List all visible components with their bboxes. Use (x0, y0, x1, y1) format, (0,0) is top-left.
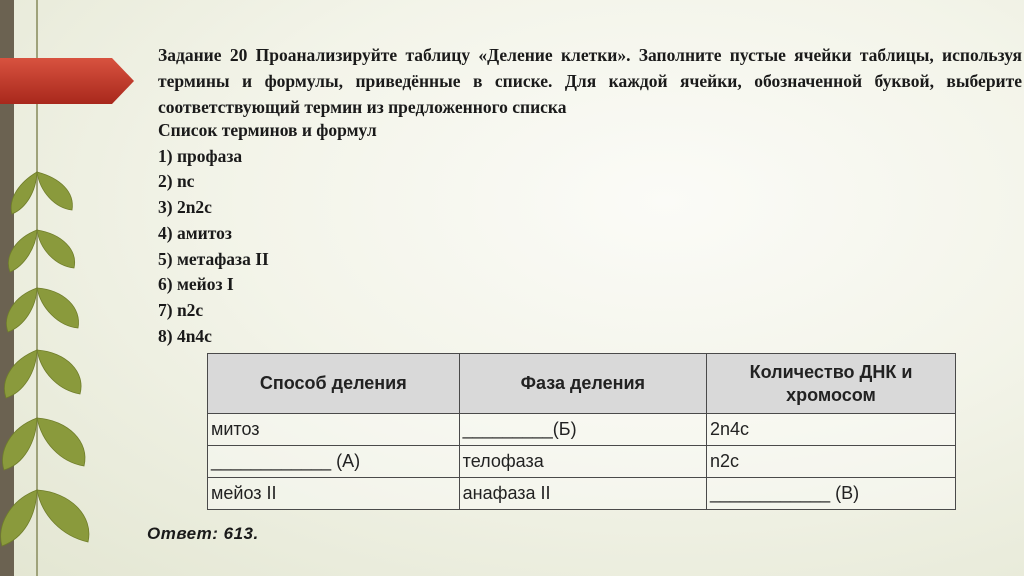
table-cell: n2c (707, 446, 956, 478)
term-item: 7) n2c (158, 299, 204, 320)
table-cell: _________(Б) (459, 414, 706, 446)
task-paragraph: Задание 20 Проанализируйте таблицу «Деление клетки». Заполните пустые ячейки таблицы, используя термины и формулы, приведённые в списке. Для каждой ячейки, обозначенной буквой, выберите соответствующий термин из предложенного списка (158, 45, 1022, 117)
red-arrow-decoration (0, 58, 135, 104)
term-list-title: Список терминов и формул (158, 120, 377, 140)
table-cell: анафаза II (459, 478, 706, 510)
term-item: 4) амитоз (158, 222, 232, 243)
term-list (158, 118, 377, 349)
table-cell: митоз (208, 414, 460, 446)
term-item: 2) nc (158, 171, 195, 192)
term-item: 6) мейоз I (158, 274, 234, 295)
cell-division-table (207, 353, 956, 510)
table-row (208, 446, 956, 478)
table-cell: мейоз II (208, 478, 460, 510)
term-item: 5) метафаза II (158, 248, 269, 269)
leaf-decoration (0, 170, 130, 576)
table-cell: ____________ (В) (707, 478, 956, 510)
answer-text: Ответ: 613. (147, 524, 259, 543)
header-dna-chromosome-count: Количество ДНК и хромосом (707, 354, 956, 414)
table-cell: телофаза (459, 446, 706, 478)
table-row (208, 414, 956, 446)
header-division-method: Способ деления (208, 354, 460, 414)
header-division-phase: Фаза деления (459, 354, 706, 414)
table-row (208, 478, 956, 510)
term-item: 8) 4n4c (158, 325, 212, 346)
table-cell: 2n4c (707, 414, 956, 446)
term-item: 1) профаза (158, 145, 243, 166)
term-item: 3) 2n2c (158, 197, 212, 218)
table-cell: ____________ (А) (208, 446, 460, 478)
task-text (140, 42, 1022, 120)
table-header-row (208, 354, 956, 414)
